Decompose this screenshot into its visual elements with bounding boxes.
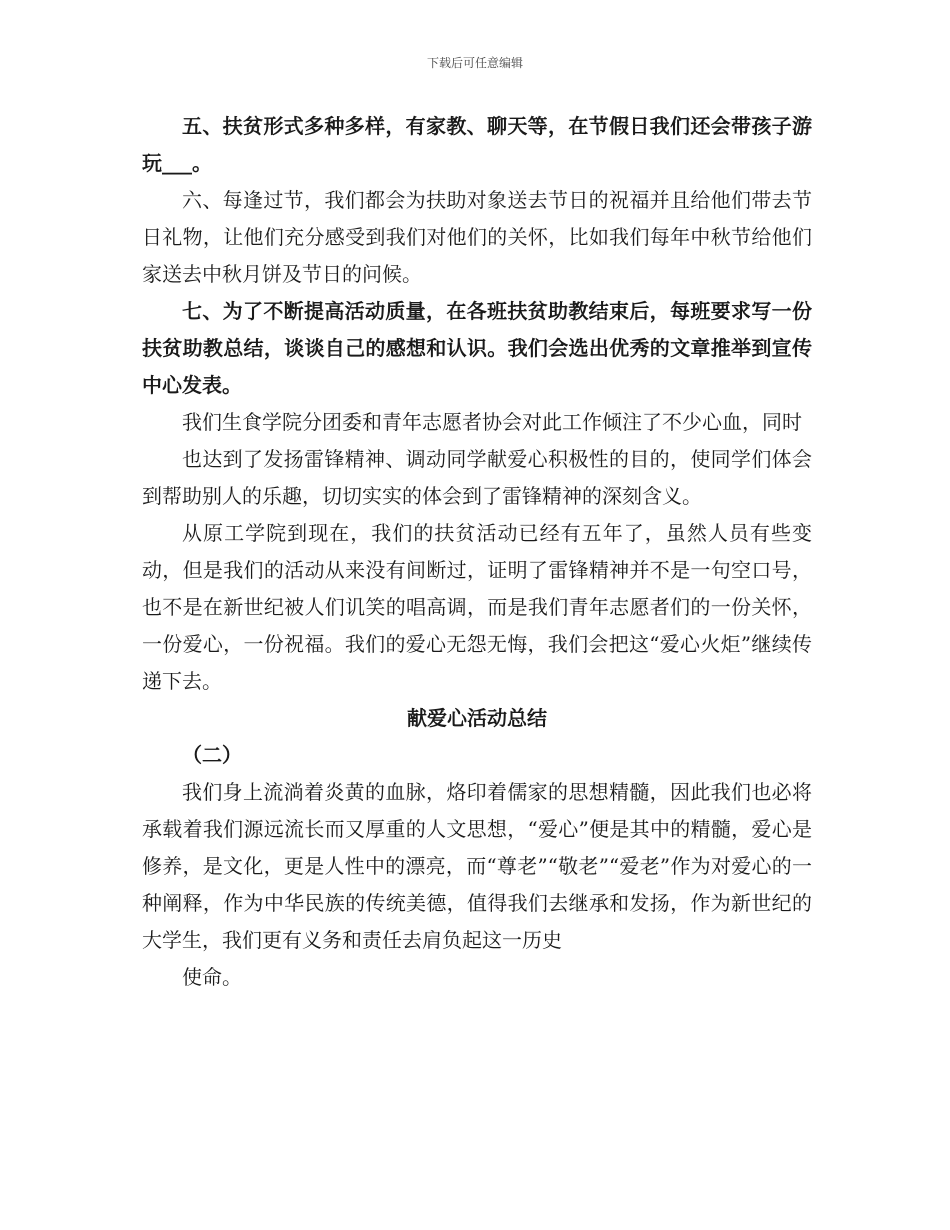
page-header: 下载后可任意编辑 bbox=[426, 56, 523, 70]
paragraph: 也达到了发扬雷锋精神、调动同学献爱心积极性的目的，使同学们体会到帮助别人的乐趣，切切实实的体会到了雷锋精神的深刻含义。 bbox=[142, 447, 812, 508]
section-subtitle: （二） bbox=[182, 743, 242, 767]
section-title: 献爱心活动总结 bbox=[407, 706, 547, 730]
document-body bbox=[142, 108, 812, 996]
paragraph: 我们身上流淌着炎黄的血脉，烙印着儒家的思想精髓，因此我们也必将承载着我们源远流长而又厚重的人文思想，“爱心”便是其中的精髓，爱心是修养，是文化，更是人性中的漂亮，而“尊老”“敬老”“爱老”作为对爱心的一种阐释，作为中华民族的传统美德，值得我们去继承和发扬，作为新世纪的大学生，我们更有义务和责任去肩负起这一历史 bbox=[142, 780, 812, 952]
paragraph: 我们生食学院分团委和青年志愿者协会对此工作倾注了不少心血，同时 bbox=[182, 410, 802, 434]
paragraph: 从原工学院到现在，我们的扶贫活动已经有五年了，虽然人员有些变动，但是我们的活动从来没有间断过，证明了雷锋精神并不是一句空口号，也不是在新世纪被人们讥笑的唱高调，而是我们青年志愿者们的一份关怀，一份爱心，一份祝福。我们的爱心无怨无悔，我们会把这“爱心火炬”继续传递下去。 bbox=[142, 521, 812, 693]
paragraph: 使命。 bbox=[182, 965, 242, 989]
paragraph: 六、每逢过节，我们都会为扶助对象送去节日的祝福并且给他们带去节日礼物，让他们充分感受到我们对他们的关怀，比如我们每年中秋节给他们家送去中秋月饼及节日的问候。 bbox=[142, 188, 812, 286]
paragraph: 七、为了不断提高活动质量，在各班扶贫助教结束后，每班要求写一份扶贫助教总结，谈谈自己的感想和认识。我们会选出优秀的文章推举到宣传中心发表。 bbox=[142, 299, 812, 397]
paragraph: 五、扶贫形式多种多样，有家教、聊天等，在节假日我们还会带孩子游玩___。 bbox=[142, 114, 812, 175]
